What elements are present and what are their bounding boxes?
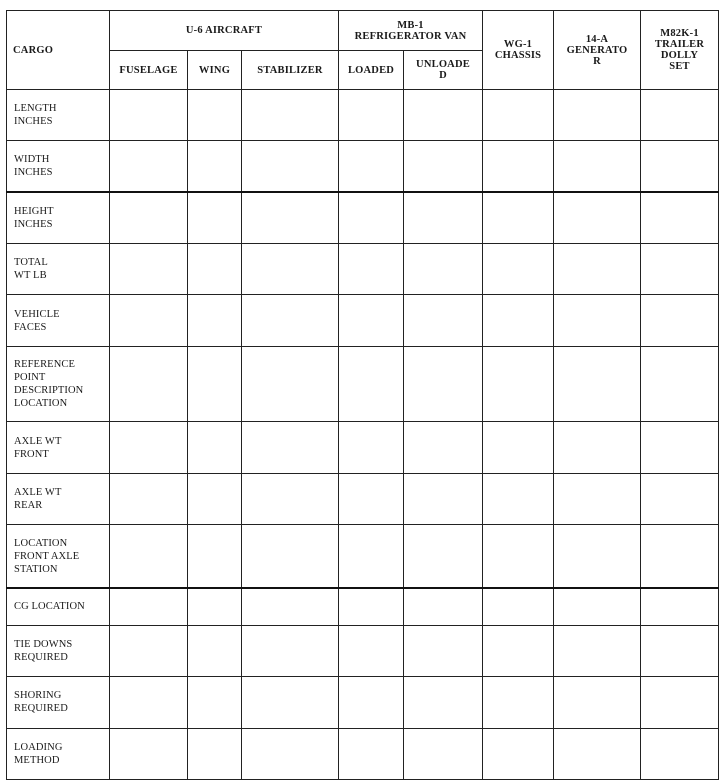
data-cell[interactable]: [242, 677, 339, 728]
data-cell[interactable]: [554, 473, 641, 524]
data-cell[interactable]: [242, 525, 339, 588]
data-cell[interactable]: [641, 346, 719, 422]
data-cell[interactable]: [110, 473, 188, 524]
wing-header: WING: [188, 51, 242, 90]
table-body: [7, 90, 719, 780]
row-label: AXLE WT FRONT: [7, 422, 110, 473]
m82k1-trailer-header: M82K-1 TRAILER DOLLY SET: [641, 11, 719, 90]
data-cell[interactable]: [242, 625, 339, 676]
data-cell[interactable]: [110, 422, 188, 473]
data-cell[interactable]: [483, 525, 554, 588]
header-row-groups: [7, 11, 719, 51]
data-cell[interactable]: [110, 525, 188, 588]
data-cell[interactable]: [188, 90, 242, 141]
table-row: [7, 141, 719, 192]
table-row: [7, 295, 719, 346]
data-cell[interactable]: [339, 141, 404, 192]
loaded-header: LOADED: [339, 51, 404, 90]
data-cell[interactable]: [339, 588, 404, 625]
data-cell[interactable]: [554, 295, 641, 346]
data-cell[interactable]: [641, 422, 719, 473]
table-row: [7, 728, 719, 780]
data-cell[interactable]: [339, 625, 404, 676]
data-cell[interactable]: [483, 295, 554, 346]
data-cell[interactable]: [404, 141, 483, 192]
data-cell[interactable]: [404, 473, 483, 524]
data-cell[interactable]: [404, 244, 483, 295]
table-row: [7, 346, 719, 422]
data-cell[interactable]: [554, 422, 641, 473]
data-cell[interactable]: [483, 422, 554, 473]
row-label: WIDTH INCHES: [7, 141, 110, 192]
data-cell[interactable]: [188, 588, 242, 625]
row-label: TIE DOWNS REQUIRED: [7, 625, 110, 676]
data-cell[interactable]: [554, 90, 641, 141]
data-cell[interactable]: [110, 677, 188, 728]
row-label: AXLE WT REAR: [7, 473, 110, 524]
data-cell[interactable]: [554, 625, 641, 676]
data-cell[interactable]: [242, 422, 339, 473]
table-row: [7, 192, 719, 243]
data-cell[interactable]: [404, 422, 483, 473]
row-label: LOADING METHOD: [7, 728, 110, 780]
mb1-refrigerator-van-header: MB-1 REFRIGERATOR VAN: [339, 11, 483, 51]
data-cell[interactable]: [641, 295, 719, 346]
data-cell[interactable]: [242, 473, 339, 524]
table-row: [7, 244, 719, 295]
fuselage-header: FUSELAGE: [110, 51, 188, 90]
data-cell[interactable]: [110, 728, 188, 780]
data-cell[interactable]: [188, 625, 242, 676]
data-cell[interactable]: [483, 728, 554, 780]
data-cell[interactable]: [188, 192, 242, 243]
table-row: [7, 422, 719, 473]
row-label: HEIGHT INCHES: [7, 192, 110, 243]
data-cell[interactable]: [339, 192, 404, 243]
data-cell[interactable]: [188, 244, 242, 295]
table-row: [7, 525, 719, 588]
data-cell[interactable]: [188, 422, 242, 473]
data-cell[interactable]: [641, 677, 719, 728]
unloaded-header: UNLOADE D: [404, 51, 483, 90]
data-cell[interactable]: [242, 295, 339, 346]
data-cell[interactable]: [242, 244, 339, 295]
data-cell[interactable]: [483, 141, 554, 192]
cargo-worksheet-table: [6, 10, 719, 780]
data-cell[interactable]: [242, 141, 339, 192]
data-cell[interactable]: [110, 625, 188, 676]
row-label: TOTAL WT LB: [7, 244, 110, 295]
data-cell[interactable]: [554, 728, 641, 780]
data-cell[interactable]: [483, 473, 554, 524]
data-cell[interactable]: [188, 295, 242, 346]
data-cell[interactable]: [641, 625, 719, 676]
data-cell[interactable]: [641, 525, 719, 588]
data-cell[interactable]: [188, 525, 242, 588]
table-row: [7, 473, 719, 524]
data-cell[interactable]: [110, 141, 188, 192]
data-cell[interactable]: [641, 588, 719, 625]
data-cell[interactable]: [188, 346, 242, 422]
u6-aircraft-header: U-6 AIRCRAFT: [110, 11, 339, 51]
data-cell[interactable]: [483, 192, 554, 243]
data-cell[interactable]: [483, 588, 554, 625]
data-cell[interactable]: [339, 677, 404, 728]
data-cell[interactable]: [404, 677, 483, 728]
row-label: CG LOCATION: [7, 588, 110, 625]
data-cell[interactable]: [641, 192, 719, 243]
data-cell[interactable]: [554, 677, 641, 728]
data-cell[interactable]: [242, 588, 339, 625]
data-cell[interactable]: [483, 244, 554, 295]
data-cell[interactable]: [483, 677, 554, 728]
data-cell[interactable]: [339, 728, 404, 780]
cargo-header: CARGO: [7, 11, 110, 90]
data-cell[interactable]: [242, 90, 339, 141]
data-cell[interactable]: [404, 346, 483, 422]
data-cell[interactable]: [554, 346, 641, 422]
data-cell[interactable]: [404, 90, 483, 141]
data-cell[interactable]: [404, 728, 483, 780]
row-label: LENGTH INCHES: [7, 90, 110, 141]
data-cell[interactable]: [242, 346, 339, 422]
data-cell[interactable]: [641, 90, 719, 141]
wg1-chassis-header: WG-1 CHASSIS: [483, 11, 554, 90]
data-cell[interactable]: [188, 677, 242, 728]
row-label: SHORING REQUIRED: [7, 677, 110, 728]
row-label: LOCATION FRONT AXLE STATION: [7, 525, 110, 588]
data-cell[interactable]: [554, 192, 641, 243]
data-cell[interactable]: [110, 244, 188, 295]
data-cell[interactable]: [554, 244, 641, 295]
data-cell[interactable]: [110, 295, 188, 346]
data-cell[interactable]: [554, 525, 641, 588]
data-cell[interactable]: [483, 625, 554, 676]
data-cell[interactable]: [404, 192, 483, 243]
stabilizer-header: STABILIZER: [242, 51, 339, 90]
data-cell[interactable]: [339, 525, 404, 588]
data-cell[interactable]: [641, 244, 719, 295]
data-cell[interactable]: [339, 422, 404, 473]
data-cell[interactable]: [110, 588, 188, 625]
data-cell[interactable]: [404, 295, 483, 346]
data-cell[interactable]: [339, 244, 404, 295]
data-cell[interactable]: [242, 728, 339, 780]
data-cell[interactable]: [110, 346, 188, 422]
data-cell[interactable]: [242, 192, 339, 243]
data-cell[interactable]: [404, 588, 483, 625]
data-cell[interactable]: [641, 141, 719, 192]
table-row: [7, 90, 719, 141]
data-cell[interactable]: [404, 525, 483, 588]
data-cell[interactable]: [339, 346, 404, 422]
data-cell[interactable]: [483, 346, 554, 422]
data-cell[interactable]: [110, 90, 188, 141]
data-cell[interactable]: [483, 90, 554, 141]
generator-14a-header: 14-A GENERATO R: [554, 11, 641, 90]
data-cell[interactable]: [339, 295, 404, 346]
data-cell[interactable]: [339, 473, 404, 524]
data-cell[interactable]: [110, 192, 188, 243]
data-cell[interactable]: [641, 473, 719, 524]
row-label: VEHICLE FACES: [7, 295, 110, 346]
data-cell[interactable]: [188, 728, 242, 780]
table-row: [7, 677, 719, 728]
data-cell[interactable]: [188, 473, 242, 524]
data-cell[interactable]: [641, 728, 719, 780]
data-cell[interactable]: [339, 90, 404, 141]
row-label: REFERENCE POINT DESCRIPTION LOCATION: [7, 346, 110, 422]
data-cell[interactable]: [188, 141, 242, 192]
data-cell[interactable]: [404, 625, 483, 676]
table-row: [7, 588, 719, 625]
data-cell[interactable]: [554, 141, 641, 192]
table-row: [7, 625, 719, 676]
data-cell[interactable]: [554, 588, 641, 625]
